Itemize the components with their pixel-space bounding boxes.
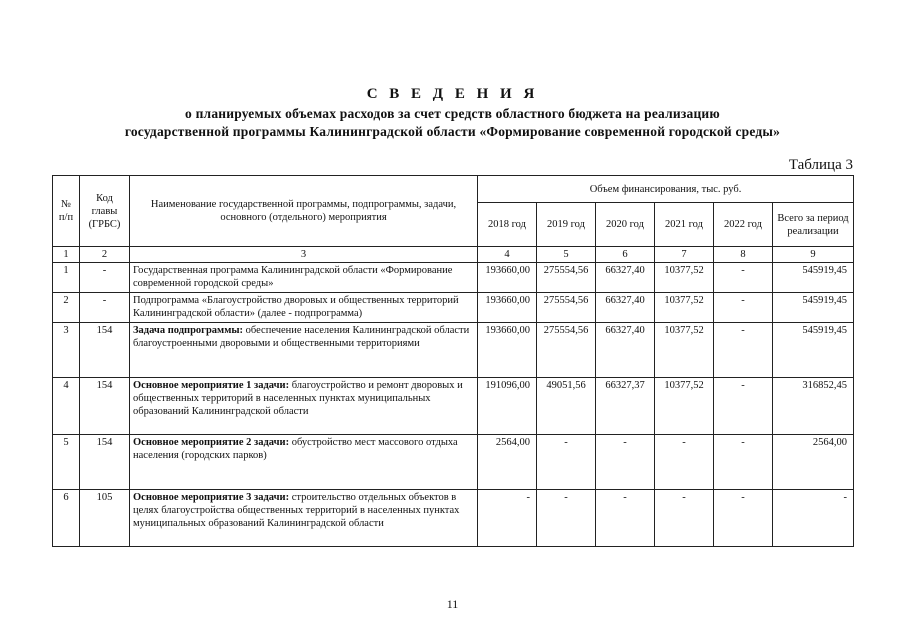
value-2020: 66327,37 xyxy=(596,378,655,435)
table-row xyxy=(53,263,854,293)
row-code: 154 xyxy=(80,378,130,435)
header-name: Наименование государственной программы, подпрограммы, задачи, основного (отдельного) мероприятия xyxy=(130,176,478,247)
row-name-bold-prefix: Задача подпрограммы: xyxy=(133,325,244,336)
header-year-2021: 2021 год xyxy=(655,203,714,247)
header-no: № п/п xyxy=(53,176,80,247)
column-number: 4 xyxy=(478,247,537,263)
row-name-text: благоустройство и ремонт дворовых и общественных территорий в населенных пунктах муниципальных образований Калининградской области xyxy=(133,380,463,417)
value-2022: - xyxy=(714,323,773,378)
row-name xyxy=(130,293,478,323)
value-2019: - xyxy=(537,490,596,547)
header-year-2022: 2022 год xyxy=(714,203,773,247)
row-name xyxy=(130,263,478,293)
row-name-bold-prefix: Основное мероприятие 1 задачи: xyxy=(133,380,290,391)
value-2021: 10377,52 xyxy=(655,323,714,378)
column-number: 7 xyxy=(655,247,714,263)
row-name-text: строительство отдельных объектов в целях благоустройства общественных территорий в населенных пунктах муниципальных образований Калининградской области xyxy=(133,492,460,529)
value-2022: - xyxy=(714,293,773,323)
value-2020: 66327,40 xyxy=(596,323,655,378)
value-2018: 193660,00 xyxy=(478,323,537,378)
document-subtitle-line1: о планируемых объемах расходов за счет средств областного бюджета на реализацию xyxy=(185,106,720,121)
column-number: 8 xyxy=(714,247,773,263)
table-row xyxy=(53,323,854,378)
row-code: 105 xyxy=(80,490,130,547)
row-name-bold-prefix: Основное мероприятие 3 задачи: xyxy=(133,492,290,503)
value-2022: - xyxy=(714,435,773,490)
document-title: С В Е Д Е Н И Я xyxy=(366,86,539,102)
value-total: 545919,45 xyxy=(773,293,854,323)
value-2022: - xyxy=(714,490,773,547)
row-name-text: обеспечение населения Калининградской области благоустроенными дворовыми и общественными территориями xyxy=(133,325,470,349)
row-name xyxy=(130,378,478,435)
header-year-2019: 2019 год xyxy=(537,203,596,247)
row-name xyxy=(130,490,478,547)
header-total: Всего за период реализации xyxy=(773,203,854,247)
value-2020: 66327,40 xyxy=(596,263,655,293)
row-name-text: Государственная программа Калининградской области «Формирование современной городской среды» xyxy=(133,265,453,289)
table-row xyxy=(53,435,854,490)
value-2018: 193660,00 xyxy=(478,263,537,293)
header-funding: Объем финансирования, тыс. руб. xyxy=(478,176,854,203)
value-2022: - xyxy=(714,378,773,435)
value-2021: 10377,52 xyxy=(655,293,714,323)
row-number: 1 xyxy=(53,263,80,293)
column-number: 1 xyxy=(53,247,80,263)
document-subtitle-line2: государственной программы Калининградской области «Формирование современной городской среды» xyxy=(124,124,781,139)
value-2022: - xyxy=(714,263,773,293)
header-code: Код главы (ГРБС) xyxy=(80,176,130,247)
value-2021: 10377,52 xyxy=(655,378,714,435)
row-number: 2 xyxy=(53,293,80,323)
value-total: 545919,45 xyxy=(773,263,854,293)
column-number-row xyxy=(53,247,854,263)
value-2019: 275554,56 xyxy=(537,323,596,378)
row-code: 154 xyxy=(80,435,130,490)
row-number: 5 xyxy=(53,435,80,490)
column-number: 2 xyxy=(80,247,130,263)
value-2021: - xyxy=(655,490,714,547)
value-2019: 49051,56 xyxy=(537,378,596,435)
row-name-text: обустройство мест массового отдыха населения (городских парков) xyxy=(133,437,458,461)
value-total: - xyxy=(773,490,854,547)
row-name-text: Подпрограмма «Благоустройство дворовых и общественных территорий Калининградской области» (далее - подпрограмма) xyxy=(133,295,459,319)
header-year-2018: 2018 год xyxy=(478,203,537,247)
header-year-2020: 2020 год xyxy=(596,203,655,247)
value-2021: - xyxy=(655,435,714,490)
table-row xyxy=(53,293,854,323)
row-name xyxy=(130,435,478,490)
table-row xyxy=(53,490,854,547)
value-2018: 191096,00 xyxy=(478,378,537,435)
value-2018: 2564,00 xyxy=(478,435,537,490)
value-2019: 275554,56 xyxy=(537,263,596,293)
value-2020: - xyxy=(596,435,655,490)
value-2020: - xyxy=(596,490,655,547)
column-number: 3 xyxy=(130,247,478,263)
row-number: 6 xyxy=(53,490,80,547)
row-code: - xyxy=(80,293,130,323)
value-2020: 66327,40 xyxy=(596,293,655,323)
value-2019: 275554,56 xyxy=(537,293,596,323)
row-name-bold-prefix: Основное мероприятие 2 задачи: xyxy=(133,437,290,448)
value-total: 545919,45 xyxy=(773,323,854,378)
table-row xyxy=(53,378,854,435)
value-total: 2564,00 xyxy=(773,435,854,490)
row-name xyxy=(130,323,478,378)
value-2019: - xyxy=(537,435,596,490)
row-code: 154 xyxy=(80,323,130,378)
row-number: 3 xyxy=(53,323,80,378)
column-number: 5 xyxy=(537,247,596,263)
value-2018: - xyxy=(478,490,537,547)
page-number: 11 xyxy=(446,597,459,611)
table-label: Таблица 3 xyxy=(788,157,853,173)
value-total: 316852,45 xyxy=(773,378,854,435)
value-2018: 193660,00 xyxy=(478,293,537,323)
column-number: 6 xyxy=(596,247,655,263)
row-number: 4 xyxy=(53,378,80,435)
row-code: - xyxy=(80,263,130,293)
funding-table xyxy=(52,175,854,547)
value-2021: 10377,52 xyxy=(655,263,714,293)
column-number: 9 xyxy=(773,247,854,263)
